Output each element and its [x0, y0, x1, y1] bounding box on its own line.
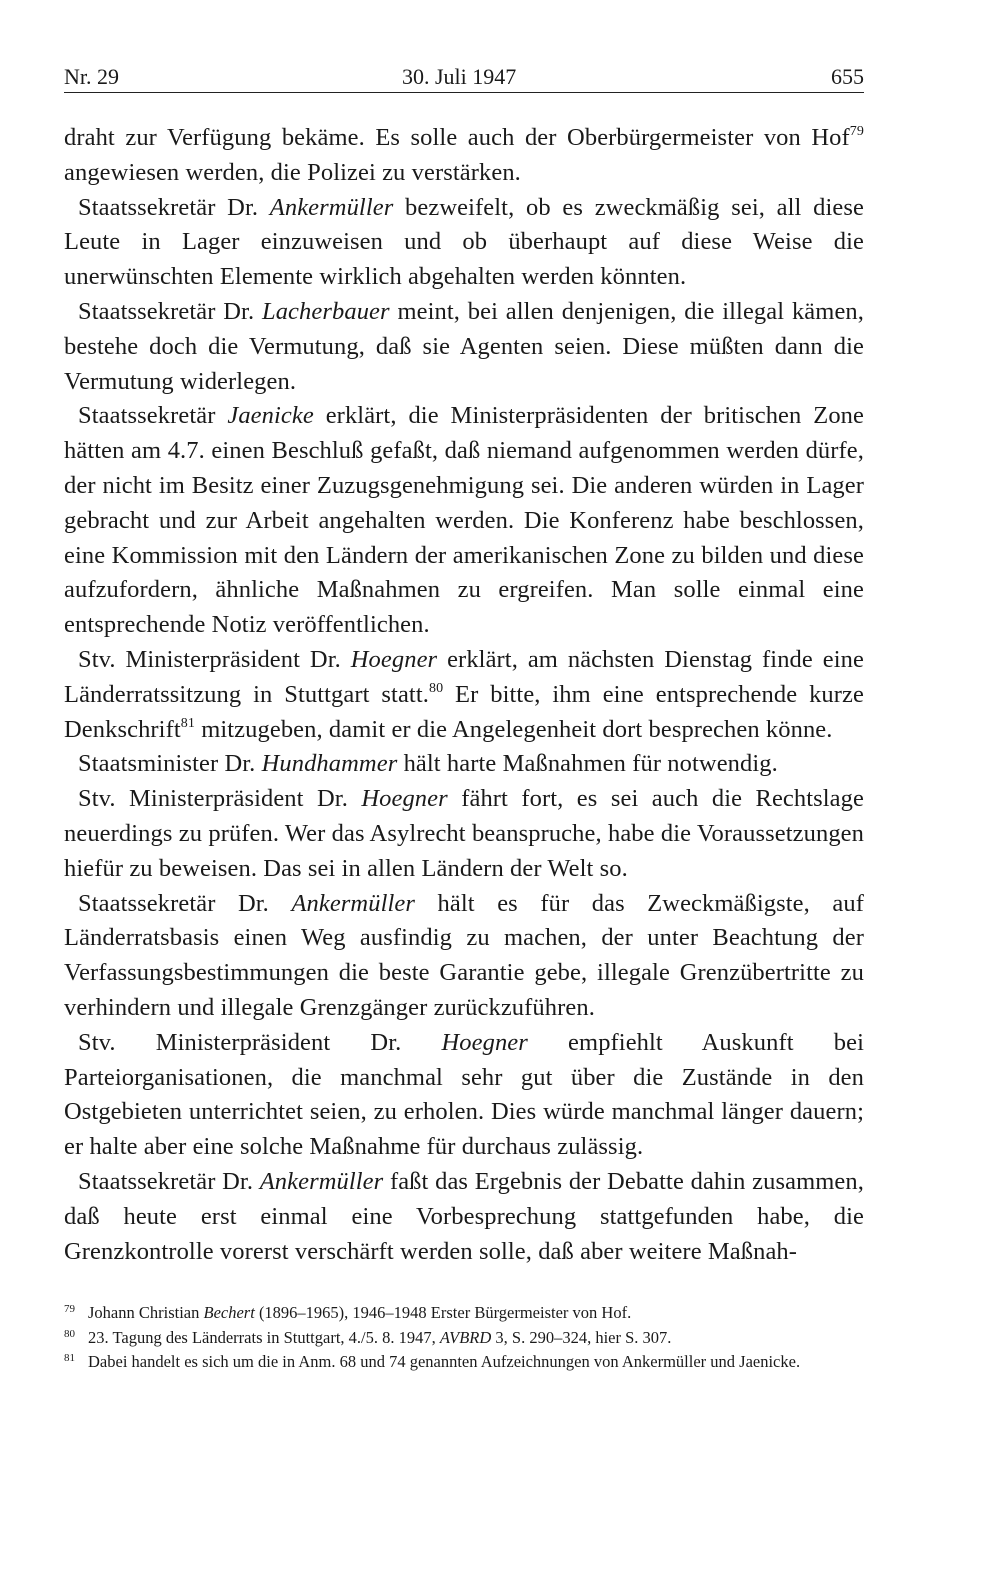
speaker-name: Jaenicke [227, 402, 314, 430]
paragraph-text: bezweifelt, ob es zweckmäßig sei, all diese Leute in Lager einzuweisen und ob überhaupt auf diese Weise die unerwünschten Elemente wirklich abgehalten werden könnten. [64, 193, 864, 291]
footnote-text-part: 23. Tagung des Länderrats in Stuttgart, 4./5. 8. 1947, [88, 1327, 440, 1347]
paragraph [64, 295, 864, 399]
footnote-text-part: 3, S. 290–324, hier S. 307. [491, 1327, 672, 1347]
footnote-ref: 81 [180, 715, 195, 731]
speaker-title: Stv. Ministerpräsident Dr. [78, 1028, 442, 1056]
footnote-text [88, 1302, 870, 1325]
footnote [64, 1351, 870, 1376]
speaker-name: Hoegner [361, 785, 448, 813]
footnotes [64, 1302, 870, 1376]
footnote [64, 1302, 870, 1327]
paragraph [64, 399, 864, 643]
header-document-number: Nr. 29 [64, 64, 119, 89]
paragraph-text: Er bitte, ihm eine entsprechende kurze Denkschrift [64, 680, 864, 743]
footnote-text [88, 1351, 870, 1374]
paragraph-text: fährt fort, es sei auch die Rechtslage neuerdings zu prüfen. Wer das Asylrecht beanspruche, habe die Voraussetzungen hiefür zu beweisen. Das sei in allen Ländern der Welt so. [64, 785, 864, 882]
paragraph [64, 887, 864, 1026]
paragraph-text: angewiesen werden, die Polizei zu verstärken. [64, 158, 521, 186]
paragraph-text: hält harte Maßnahmen für notwendig. [397, 750, 778, 778]
speaker-title: Staatssekretär Dr. [78, 193, 270, 221]
footnote-italic: Bechert [203, 1303, 255, 1322]
speaker-title: Staatssekretär Dr. [78, 1167, 260, 1195]
footnote-text [88, 1327, 870, 1350]
speaker-title: Staatssekretär [78, 402, 228, 430]
main-text [64, 121, 864, 1269]
speaker-title: Staatssekretär Dr. [78, 889, 292, 917]
paragraph [64, 643, 864, 747]
paragraph-text: erklärt, die Ministerpräsidenten der britischen Zone hätten am 4.7. einen Beschluß gefaßt, daß niemand aufgenommen werden dürfe, der nicht im Besitz einer Zuzugsgenehmigung sei. Die anderen würden in Lager gebracht und zur Arbeit angehalten werden. Die Konferenz habe beschlossen, eine Kommission mit den Ländern der amerikanischen Zone zu bilden und diese aufzufordern, ähnliche Maßnahmen zu ergreifen. Man solle einmal eine entsprechende Notiz veröffentlichen. [64, 402, 864, 639]
speaker-title: Staatssekretär Dr. [78, 297, 262, 325]
paragraph [64, 1165, 864, 1269]
document-page [64, 58, 864, 1371]
speaker-name: Lacherbauer [261, 297, 390, 325]
paragraph-text: meint, bei allen denjenigen, die illegal kämen, bestehe doch die Vermutung, daß sie Agenten seien. Diese müßten dann die Vermutung widerlegen. [64, 297, 864, 395]
page-number: 655 [831, 64, 864, 89]
paragraph [64, 191, 864, 295]
footnote-number: 80 [64, 1327, 75, 1340]
paragraph [64, 782, 864, 886]
paragraph [64, 121, 864, 191]
footnote-text-part: Johann Christian [88, 1303, 204, 1322]
speaker-name: Hoegner [441, 1028, 528, 1056]
footnote-number: 79 [64, 1303, 75, 1315]
paragraph-text: faßt das Ergebnis der Debatte dahin zusammen, daß heute erst einmal eine Vorbesprechung stattgefunden habe, die Grenzkontrolle vorerst verschärft werden solle, daß aber weitere Maßnah- [64, 1167, 864, 1265]
running-header [64, 58, 864, 93]
paragraph [64, 747, 864, 782]
speaker-title: Staatsminister Dr. [78, 750, 262, 778]
footnote-text-part: Dabei handelt es sich um die in Anm. 68 und 74 genannten Aufzeichnungen von Ankermüller und Jaenicke. [88, 1352, 801, 1371]
footnote-text-part: (1896–1965), 1946–1948 Erster Bürgermeister von Hof. [254, 1303, 632, 1322]
speaker-name: Hoegner [350, 645, 438, 673]
paragraph-text: empfiehlt Auskunft bei Parteiorganisationen, die manchmal sehr gut über die Zustände in den Ostgebieten unterrichtet seien, zu erholen. Dies würde manchmal länger dauern; er halte aber eine solche Maßnahme für durchaus zulässig. [64, 1028, 864, 1161]
speaker-name: Ankermüller [259, 1167, 384, 1195]
speaker-name: Hundhammer [261, 750, 398, 778]
paragraph [64, 1026, 864, 1165]
footnote-ref: 79 [849, 124, 864, 139]
footnote-number: 81 [64, 1352, 75, 1364]
header-date: 30. Juli 1947 [402, 64, 517, 89]
paragraph-text: mitzugeben, damit er die Angelegenheit dort besprechen könne. [194, 715, 833, 743]
speaker-name: Ankermüller [291, 889, 416, 917]
footnote-italic: AVBRD [439, 1327, 492, 1347]
speaker-title: Stv. Ministerpräsident Dr. [78, 645, 351, 673]
footnote-ref: 80 [428, 680, 444, 696]
paragraph-text: hält es für das Zweckmäßigste, auf Länderratsbasis einen Weg ausfindig zu machen, der unter Beachtung der Verfassungsbestimmungen die beste Garantie gebe, illegale Grenzübertritte zu verhindern und illegale Grenzgänger zurückzuführen. [64, 889, 864, 1021]
paragraph-text: erklärt, am nächsten Dienstag finde eine Länderratssitzung in Stuttgart statt. [64, 645, 864, 708]
speaker-name: Ankermüller [269, 193, 394, 221]
footnote [64, 1327, 870, 1352]
paragraph-text: draht zur Verfügung bekäme. Es solle auch der Oberbürgermeister von Hof [64, 124, 850, 151]
speaker-title: Stv. Ministerpräsident Dr. [78, 785, 362, 813]
